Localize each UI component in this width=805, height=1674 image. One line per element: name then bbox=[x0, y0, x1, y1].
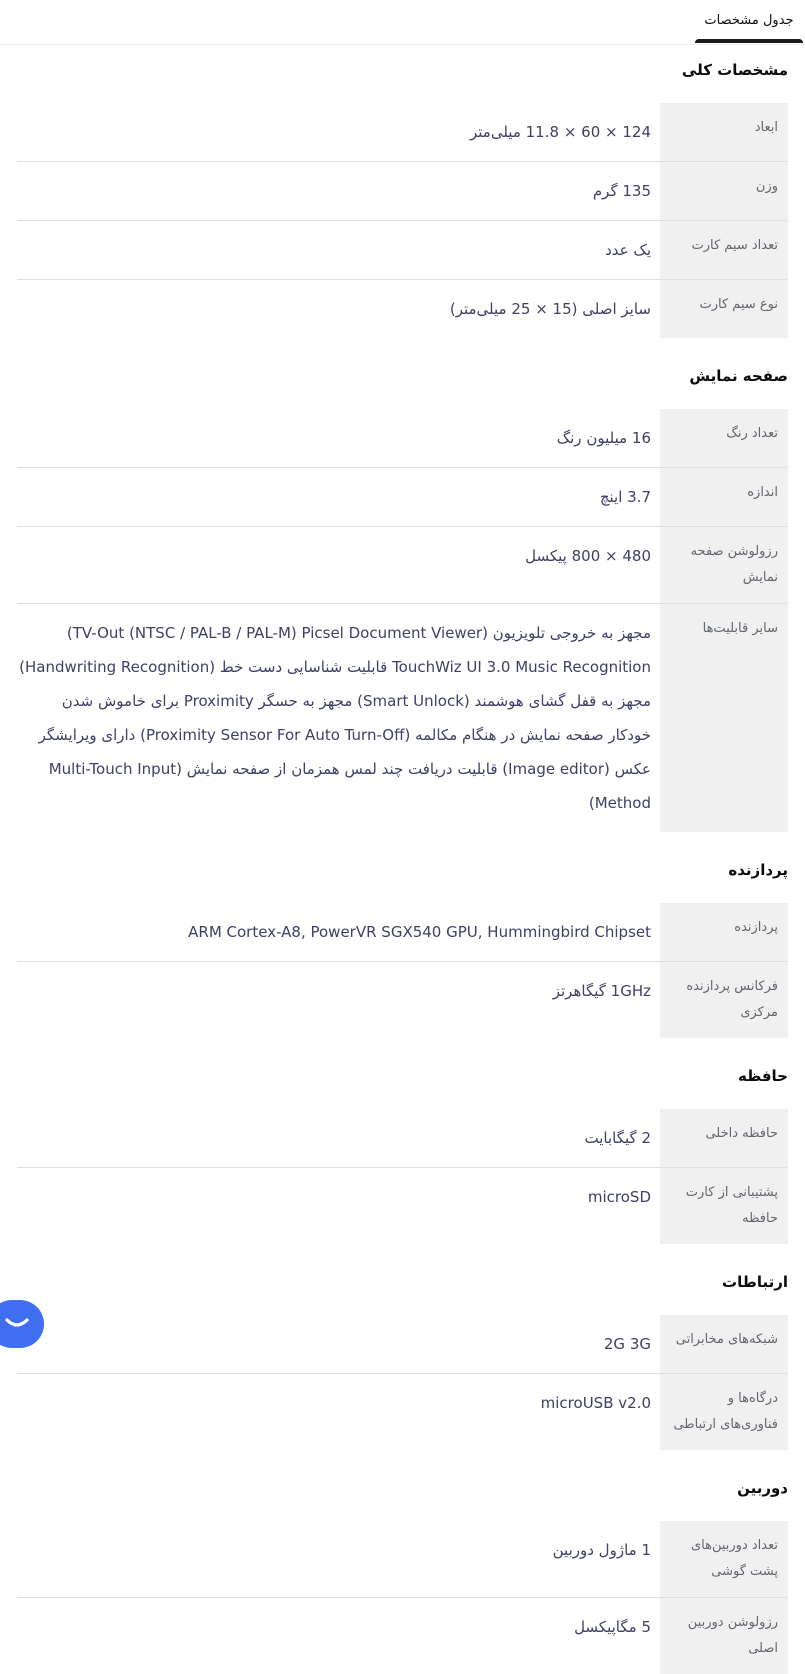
tab-specifications[interactable]: جدول مشخصات bbox=[704, 13, 794, 28]
spec-value: 1 ماژول دوربین bbox=[552, 1541, 651, 1559]
spec-value: سایز اصلی (15 × 25 میلی‌متر) bbox=[449, 300, 651, 318]
spec-row-dimensions bbox=[17, 103, 788, 162]
specifications-table bbox=[17, 45, 788, 1674]
spec-key: شبکه‌های مخابراتی bbox=[660, 1315, 788, 1373]
spec-key: فرکانس پردازنده مرکزی bbox=[660, 962, 788, 1038]
spec-row-internal-storage bbox=[17, 1109, 788, 1168]
spec-key: درگاه‌ها و فناوری‌های ارتباطی bbox=[660, 1374, 788, 1450]
tab-bar bbox=[0, 0, 805, 45]
spec-value: 3.7 اینچ bbox=[599, 488, 651, 506]
spec-key: سایر قابلیت‌ها bbox=[660, 604, 788, 832]
section-title-display: صفحه نمایش bbox=[689, 367, 788, 385]
section-title-connectivity: ارتباطات bbox=[722, 1273, 788, 1291]
spec-value: مجهز به خروجی تلویزیون (TV-Out (NTSC / PAL-B / PAL-M) Picsel Document Viewer) TouchWiz UI 3.0 Music Recognition قابلیت شناسایی دست خط (Handwriting Recognition) مجهز به قفل گشای هوشمند (Smart Unlock) مجهز به حسگر Proximity برای خاموش شدن خودکار صفحه نمایش در هنگام مکالمه (Proximity Sensor For Auto Turn-Off) دارای ویرایشگر عکس (Image editor) قابلیت دریافت چند لمس همزمان از صفحه نمایش (Multi-Touch Input Method) bbox=[19, 624, 651, 812]
spec-row-resolution bbox=[17, 527, 788, 604]
spec-key: تعداد رنگ bbox=[660, 409, 788, 467]
spec-key: پشتیبانی از کارت حافظه bbox=[660, 1168, 788, 1244]
spec-row-memory-card bbox=[17, 1168, 788, 1244]
spec-value: 16 میلیون رنگ bbox=[556, 429, 651, 447]
spec-key: رزولوشن صفحه نمایش bbox=[660, 527, 788, 603]
spec-key: پردازنده bbox=[660, 903, 788, 961]
section-title-camera: دوربین bbox=[737, 1479, 788, 1497]
spec-key: تعداد دوربین‌های پشت گوشی bbox=[660, 1521, 788, 1597]
section-title-memory: حافظه bbox=[738, 1067, 788, 1085]
section-title-general: مشخصات کلی bbox=[681, 61, 788, 79]
spec-row-cpu-frequency bbox=[17, 962, 788, 1038]
spec-value: 5 مگاپیکسل bbox=[574, 1618, 651, 1636]
spec-key: ابعاد bbox=[660, 103, 788, 161]
spec-key: نوع سیم کارت bbox=[660, 280, 788, 338]
spec-key: تعداد سیم کارت bbox=[660, 221, 788, 279]
section-title-processor: پردازنده bbox=[728, 861, 788, 879]
spec-row-networks bbox=[17, 1315, 788, 1374]
spec-value: یک عدد bbox=[605, 241, 651, 259]
spec-key: وزن bbox=[660, 162, 788, 220]
spec-value: 2G 3G bbox=[603, 1335, 651, 1353]
spec-key: حافظه داخلی bbox=[660, 1109, 788, 1167]
spec-row-weight bbox=[17, 162, 788, 221]
spec-row-cpu bbox=[17, 903, 788, 962]
spec-row-sim-type bbox=[17, 280, 788, 338]
spec-key: اندازه bbox=[660, 468, 788, 526]
spec-row-rear-camera-count bbox=[17, 1521, 788, 1598]
spec-key: رزولوشن دوربین اصلی bbox=[660, 1598, 788, 1674]
spec-value: microSD bbox=[587, 1188, 651, 1206]
spec-row-ports bbox=[17, 1374, 788, 1450]
spec-row-main-camera-resolution bbox=[17, 1598, 788, 1674]
spec-value: microUSB v2.0 bbox=[540, 1394, 651, 1412]
spec-row-size bbox=[17, 468, 788, 527]
spec-value: 135 گرم bbox=[592, 182, 651, 200]
spec-value: 480 × 800 پیکسل bbox=[525, 547, 651, 565]
chat-smile-icon bbox=[4, 1314, 30, 1334]
spec-value: ARM Cortex-A8, PowerVR SGX540 GPU, Hummingbird Chipset bbox=[188, 923, 651, 941]
spec-value: 1GHz گیگاهرتز bbox=[552, 982, 651, 1000]
spec-row-other-features bbox=[17, 604, 788, 832]
spec-row-sim-count bbox=[17, 221, 788, 280]
spec-value: 124 × 60 × 11.8 میلی‌متر bbox=[470, 123, 651, 141]
tab-active-indicator bbox=[695, 39, 803, 43]
spec-row-colors bbox=[17, 409, 788, 468]
spec-value: 2 گیگابایت bbox=[584, 1129, 651, 1147]
